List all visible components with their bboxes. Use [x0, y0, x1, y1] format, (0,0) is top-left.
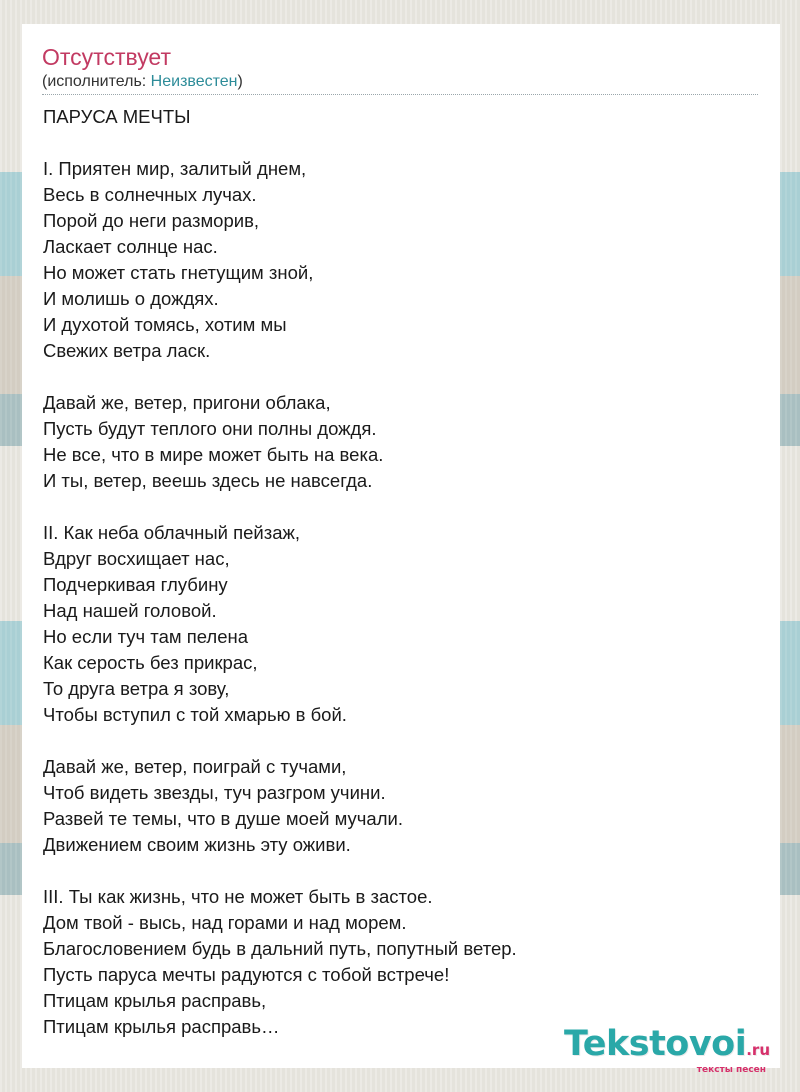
performer-prefix: (исполнитель: — [42, 73, 151, 90]
performer-suffix: ) — [237, 73, 243, 90]
logo-domain: .ru — [746, 1041, 770, 1059]
site-logo[interactable] — [564, 1025, 770, 1075]
logo-tagline: тексты песен — [696, 1065, 766, 1075]
lyrics-text: ПАРУСА МЕЧТЫ I. Приятен мир, залитый днем, Весь в солнечных лучах. Порой до неги разморив, Ласкает солнце нас. Но может стать гнетущим зной, И молишь о дождях. И духотой томясь, хотим мы Свежих ветра ласк. Давай же, ветер, пригони облака, Пусть будут теплого они полны дождя. Не все, что в мире может быть на века. И ты, ветер, веешь здесь не навсегда. II. Как неба облачный пейзаж, Вдруг восхищает нас, Подчеркивая глубину Над нашей головой. Но если туч там пелена Как серость без прикрас, То друга ветра я зову, Чтобы вступил с той хмарью в бой. Давай же, ветер, поиграй с тучами, Чтоб видеть звезды, туч разгром учини. Развей те темы, что в душе моей мучали. Движением своим жизнь эту оживи. III. Ты как жизнь, что не может быть в застое. Дом твой - высь, над горами и над морем. Благословением будь в дальний путь, попутный ветер. Пусть паруса мечты радуются с тобой встрече! Птицам крылья расправь, Птицам крылья расправь… — [43, 106, 517, 1037]
song-title: Отсутствует — [42, 44, 171, 70]
logo-name: Tekstovoi — [564, 1024, 747, 1064]
divider — [42, 94, 758, 95]
performer-link[interactable]: Неизвестен — [150, 73, 238, 90]
lyrics-card — [22, 24, 780, 1068]
performer-line — [42, 73, 243, 91]
